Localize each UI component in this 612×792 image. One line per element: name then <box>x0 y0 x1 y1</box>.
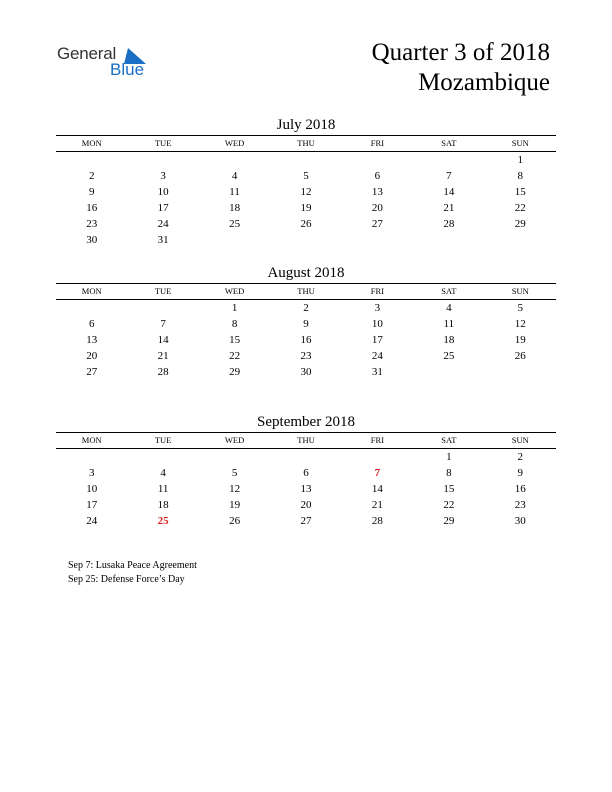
title-country: Mozambique <box>418 69 550 96</box>
day-cell: 26 <box>300 218 312 230</box>
day-cell: 19 <box>229 499 241 511</box>
day-cell <box>127 300 198 316</box>
week-row <box>56 348 556 364</box>
day-cell: 23 <box>86 218 98 230</box>
day-cell <box>56 300 127 316</box>
holiday-notes <box>68 559 197 587</box>
weekday-label: MON <box>81 286 102 296</box>
day-cell <box>270 232 341 248</box>
week-row <box>56 332 556 348</box>
day-cell: 19 <box>514 334 526 346</box>
day-cell: 29 <box>514 218 526 230</box>
day-cell: 29 <box>229 366 241 378</box>
weekday-label: THU <box>297 138 315 148</box>
day-cell: 13 <box>300 483 312 495</box>
day-cell <box>270 449 341 465</box>
day-cell <box>56 449 127 465</box>
day-cell: 15 <box>229 334 241 346</box>
day-cell <box>413 232 484 248</box>
week-row <box>56 497 556 513</box>
day-cell: 14 <box>157 334 169 346</box>
day-cell: 15 <box>443 483 455 495</box>
weekday-label: MON <box>81 138 102 148</box>
week-row <box>56 300 556 316</box>
day-cell <box>127 152 198 168</box>
day-cell: 11 <box>443 318 455 330</box>
day-cell <box>342 232 413 248</box>
day-cell: 3 <box>88 467 95 479</box>
weekday-label: WED <box>224 286 245 296</box>
day-cell: 11 <box>157 483 169 495</box>
day-cell <box>342 152 413 168</box>
day-cell: 7 <box>446 170 452 182</box>
weekday-header <box>56 284 556 300</box>
day-cell: 26 <box>514 350 526 362</box>
day-cell: 12 <box>229 483 241 495</box>
weekday-label: THU <box>297 435 315 445</box>
week-row <box>56 216 556 232</box>
page-title <box>372 38 550 98</box>
day-cell: 21 <box>157 350 169 362</box>
weekday-label: THU <box>297 286 315 296</box>
holiday-note: Sep 25: Defense Force’s Day <box>68 574 185 585</box>
logo-text-general: General <box>57 44 117 63</box>
month-august <box>56 264 556 380</box>
week-row <box>56 481 556 497</box>
day-cell: 4 <box>160 467 166 479</box>
day-cell <box>485 232 556 248</box>
day-cell: 6 <box>303 467 309 479</box>
month-july <box>56 116 556 248</box>
day-cell: 4 <box>231 170 238 182</box>
day-cell <box>56 152 127 168</box>
day-cell: 8 <box>517 170 524 182</box>
day-cell: 14 <box>443 186 455 198</box>
day-cell: 21 <box>371 499 383 511</box>
day-cell: 12 <box>514 318 526 330</box>
day-cell: 9 <box>517 467 524 479</box>
day-cell: 25 <box>157 515 169 527</box>
day-cell: 30 <box>514 515 526 527</box>
day-cell: 7 <box>374 467 381 479</box>
day-cell <box>413 364 484 380</box>
day-cell <box>342 449 413 465</box>
day-cell: 21 <box>443 202 455 214</box>
day-cell: 17 <box>157 202 169 214</box>
holiday-note: Sep 7: Lusaka Peace Agreement <box>68 560 197 571</box>
week-row <box>56 184 556 200</box>
weekday-header <box>56 136 556 152</box>
month-title: August 2018 <box>267 265 345 281</box>
day-cell: 5 <box>517 302 524 314</box>
day-cell: 17 <box>86 499 98 511</box>
day-cell: 3 <box>160 170 166 182</box>
day-cell <box>413 152 484 168</box>
day-cell: 23 <box>514 499 526 511</box>
day-cell: 1 <box>446 451 452 463</box>
day-cell: 28 <box>157 366 169 378</box>
day-cell: 16 <box>514 483 526 495</box>
day-cell: 9 <box>303 318 309 330</box>
day-cell <box>270 152 341 168</box>
day-cell <box>199 449 270 465</box>
day-cell: 2 <box>303 302 309 314</box>
general-blue-logo <box>57 44 167 84</box>
day-cell: 11 <box>229 186 240 198</box>
weekday-label: SUN <box>511 435 529 445</box>
day-cell <box>485 364 556 380</box>
weekday-label: FRI <box>370 435 385 445</box>
week-row <box>56 449 556 465</box>
weekday-label: SUN <box>511 138 529 148</box>
title-quarter: Quarter 3 of 2018 <box>371 39 550 66</box>
weekday-label: SAT <box>441 435 457 445</box>
day-cell: 14 <box>371 483 383 495</box>
weekday-label: SUN <box>511 286 529 296</box>
day-cell: 24 <box>371 350 383 362</box>
day-cell: 27 <box>86 366 98 378</box>
calendar-grid <box>56 283 556 380</box>
weekday-label: WED <box>224 435 245 445</box>
day-cell: 8 <box>446 467 452 479</box>
weekday-label: FRI <box>370 286 385 296</box>
week-row <box>56 364 556 380</box>
day-cell: 5 <box>303 170 309 182</box>
day-cell: 20 <box>371 202 383 214</box>
day-cell: 25 <box>443 350 455 362</box>
day-cell: 22 <box>514 202 526 214</box>
day-cell: 10 <box>86 483 98 495</box>
day-cell: 16 <box>86 202 98 214</box>
day-cell: 18 <box>157 499 169 511</box>
day-cell: 28 <box>443 218 455 230</box>
weekday-label: TUE <box>154 138 172 148</box>
day-cell: 2 <box>517 451 524 463</box>
day-cell: 6 <box>88 318 95 330</box>
day-cell: 18 <box>229 202 241 214</box>
month-title: September 2018 <box>257 414 355 430</box>
day-cell: 23 <box>300 350 312 362</box>
day-cell: 16 <box>300 334 312 346</box>
day-cell: 31 <box>157 234 169 246</box>
weekday-label: TUE <box>154 286 172 296</box>
day-cell: 17 <box>371 334 383 346</box>
logo-text-blue: Blue <box>110 60 145 79</box>
day-cell: 30 <box>86 234 98 246</box>
week-row <box>56 513 556 529</box>
month-title: July 2018 <box>276 117 336 133</box>
day-cell: 4 <box>446 302 452 314</box>
calendar-grid <box>56 135 556 248</box>
day-cell: 13 <box>371 186 383 198</box>
day-cell: 27 <box>300 515 312 527</box>
day-cell: 10 <box>371 318 383 330</box>
weekday-label: WED <box>224 138 245 148</box>
day-cell: 22 <box>229 350 241 362</box>
weekday-header <box>56 433 556 449</box>
week-row <box>56 152 556 168</box>
day-cell <box>199 232 270 248</box>
day-cell: 26 <box>229 515 241 527</box>
weekday-label: FRI <box>370 138 385 148</box>
day-cell: 24 <box>86 515 98 527</box>
day-cell: 10 <box>157 186 169 198</box>
day-cell: 2 <box>88 170 95 182</box>
week-row <box>56 465 556 481</box>
day-cell: 13 <box>86 334 98 346</box>
day-cell: 24 <box>157 218 169 230</box>
week-row <box>56 200 556 216</box>
day-cell: 1 <box>231 302 238 314</box>
weekday-label: MON <box>81 435 102 445</box>
day-cell <box>199 152 270 168</box>
day-cell: 25 <box>229 218 241 230</box>
day-cell: 7 <box>160 318 166 330</box>
day-cell: 8 <box>231 318 238 330</box>
day-cell: 28 <box>371 515 383 527</box>
week-row <box>56 232 556 248</box>
week-row <box>56 316 556 332</box>
day-cell: 29 <box>443 515 455 527</box>
day-cell: 6 <box>374 170 381 182</box>
day-cell: 19 <box>300 202 312 214</box>
day-cell: 18 <box>443 334 455 346</box>
month-september <box>56 413 556 529</box>
day-cell: 20 <box>86 350 98 362</box>
day-cell: 5 <box>231 467 238 479</box>
day-cell: 27 <box>371 218 383 230</box>
day-cell: 1 <box>517 154 524 166</box>
weekday-label: SAT <box>441 286 457 296</box>
weekday-label: TUE <box>154 435 172 445</box>
calendar-grid <box>56 432 556 529</box>
day-cell: 12 <box>300 186 312 198</box>
day-cell: 31 <box>371 366 383 378</box>
day-cell <box>127 449 198 465</box>
day-cell: 3 <box>374 302 381 314</box>
day-cell: 22 <box>443 499 455 511</box>
day-cell: 9 <box>88 186 95 198</box>
week-row <box>56 168 556 184</box>
day-cell: 30 <box>300 366 312 378</box>
weekday-label: SAT <box>441 138 457 148</box>
day-cell: 15 <box>514 186 526 198</box>
day-cell: 20 <box>300 499 312 511</box>
